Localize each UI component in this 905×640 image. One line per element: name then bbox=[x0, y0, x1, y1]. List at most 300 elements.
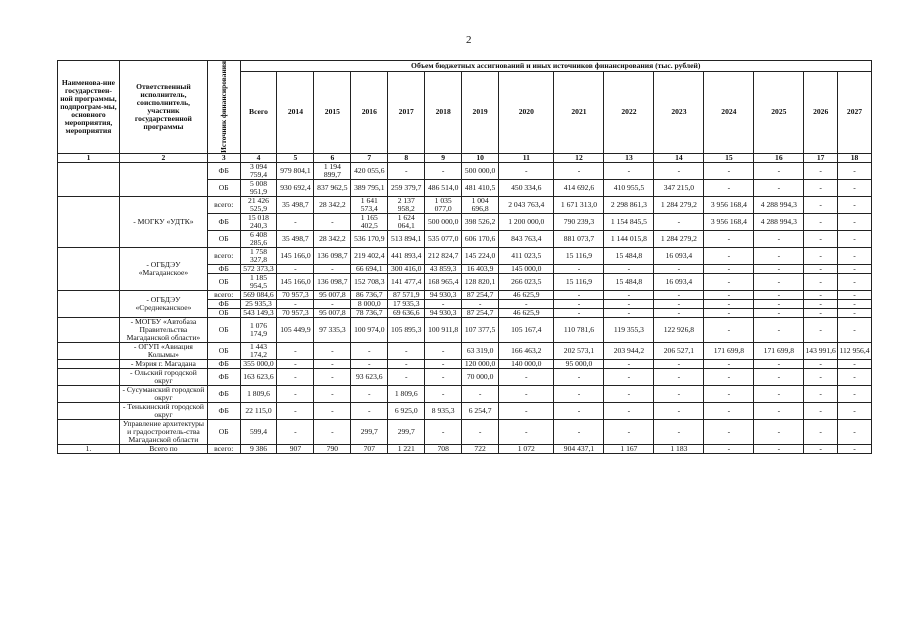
column-number-11: 11 bbox=[499, 153, 554, 162]
value-cell: - bbox=[838, 317, 872, 342]
value-cell: - bbox=[277, 419, 314, 444]
value-cell: - bbox=[499, 385, 554, 402]
value-cell: 1 076 174,9 bbox=[240, 317, 277, 342]
column-number-9: 9 bbox=[425, 153, 462, 162]
value-cell: 145 166,0 bbox=[277, 273, 314, 290]
value-cell: - bbox=[604, 402, 654, 419]
value-cell: - bbox=[754, 308, 804, 317]
value-cell: - bbox=[277, 368, 314, 385]
value-cell: 70 000,0 bbox=[462, 368, 499, 385]
value-cell: 481 410,5 bbox=[462, 179, 499, 196]
value-cell: - bbox=[604, 419, 654, 444]
responsible-cell: - Сусуманский городской округ bbox=[119, 385, 207, 402]
year-header-6: 2019 bbox=[462, 71, 499, 153]
value-cell: - bbox=[654, 299, 704, 308]
row-index-cell bbox=[58, 196, 120, 247]
value-cell: 120 000,0 bbox=[462, 359, 499, 368]
value-cell: 599,4 bbox=[240, 419, 277, 444]
table-row bbox=[58, 342, 872, 359]
value-cell: 203 944,2 bbox=[604, 342, 654, 359]
value-cell: 4 288 994,3 bbox=[754, 213, 804, 230]
value-cell: - bbox=[425, 299, 462, 308]
value-cell: 136 098,7 bbox=[314, 273, 351, 290]
responsible-cell: Всего по bbox=[119, 444, 207, 453]
value-cell: 6 408 285,6 bbox=[240, 230, 277, 247]
value-cell: - bbox=[314, 419, 351, 444]
value-cell: 707 bbox=[351, 444, 388, 453]
column-number-16: 16 bbox=[754, 153, 804, 162]
value-cell: 112 956,4 bbox=[838, 342, 872, 359]
responsible-cell: - МОГБУ «Автобаза Правительства Магаданской области» bbox=[119, 317, 207, 342]
value-cell: 87 254,7 bbox=[462, 308, 499, 317]
row-index-cell bbox=[58, 419, 120, 444]
funding-source-cell: ОБ bbox=[207, 317, 240, 342]
value-cell: - bbox=[704, 273, 754, 290]
value-cell: - bbox=[351, 385, 388, 402]
value-cell: 1 809,6 bbox=[388, 385, 425, 402]
value-cell: 8 000,0 bbox=[351, 299, 388, 308]
value-cell: 4 288 994,3 bbox=[754, 196, 804, 213]
value-cell: - bbox=[425, 162, 462, 179]
value-cell: 63 319,0 bbox=[462, 342, 499, 359]
value-cell: - bbox=[838, 273, 872, 290]
value-cell: - bbox=[754, 444, 804, 453]
value-cell: 105 895,3 bbox=[388, 317, 425, 342]
column-number-8: 8 bbox=[388, 153, 425, 162]
value-cell: 141 477,4 bbox=[388, 273, 425, 290]
value-cell: - bbox=[554, 299, 604, 308]
value-cell: 500 000,0 bbox=[462, 162, 499, 179]
value-cell: 536 170,9 bbox=[351, 230, 388, 247]
value-cell: 110 781,6 bbox=[554, 317, 604, 342]
year-header-2: 2015 bbox=[314, 71, 351, 153]
value-cell: 1 185 954,5 bbox=[240, 273, 277, 290]
value-cell: - bbox=[351, 402, 388, 419]
value-cell: 979 804,1 bbox=[277, 162, 314, 179]
column-number-10: 10 bbox=[462, 153, 499, 162]
value-cell: - bbox=[754, 317, 804, 342]
value-cell: - bbox=[804, 230, 838, 247]
value-cell: 17 935,3 bbox=[388, 299, 425, 308]
value-cell: 1 072 bbox=[499, 444, 554, 453]
value-cell: 15 484,8 bbox=[604, 247, 654, 264]
value-cell: 1 004 696,8 bbox=[462, 196, 499, 213]
value-cell: 35 498,7 bbox=[277, 196, 314, 213]
value-cell: - bbox=[654, 162, 704, 179]
value-cell: 86 736,7 bbox=[351, 290, 388, 299]
value-cell: - bbox=[804, 196, 838, 213]
value-cell: 1 183 bbox=[654, 444, 704, 453]
value-cell: 206 527,1 bbox=[654, 342, 704, 359]
year-header-11: 2024 bbox=[704, 71, 754, 153]
budget-table bbox=[57, 60, 872, 454]
value-cell: - bbox=[277, 264, 314, 273]
column-number-3: 3 bbox=[207, 153, 240, 162]
value-cell: - bbox=[554, 308, 604, 317]
row-index-cell bbox=[58, 359, 120, 368]
value-cell: 21 426 525,9 bbox=[240, 196, 277, 213]
year-header-5: 2018 bbox=[425, 71, 462, 153]
value-cell: 16 093,4 bbox=[654, 273, 704, 290]
value-cell: 35 498,7 bbox=[277, 230, 314, 247]
row-index-cell bbox=[58, 290, 120, 317]
table-row bbox=[58, 317, 872, 342]
value-cell: 15 116,9 bbox=[554, 273, 604, 290]
column-number-13: 13 bbox=[604, 153, 654, 162]
value-cell: - bbox=[838, 419, 872, 444]
funding-source-cell: ОБ bbox=[207, 308, 240, 317]
funding-source-cell: ОБ bbox=[207, 342, 240, 359]
value-cell: - bbox=[499, 419, 554, 444]
value-cell: 95 007,8 bbox=[314, 308, 351, 317]
value-cell: 398 526,2 bbox=[462, 213, 499, 230]
value-cell: 300 416,0 bbox=[388, 264, 425, 273]
header-responsible: Ответственный исполнитель, соисполнитель, участник государственной программы bbox=[119, 61, 207, 154]
value-cell: 1 443 174,2 bbox=[240, 342, 277, 359]
value-cell: - bbox=[804, 317, 838, 342]
value-cell: - bbox=[277, 342, 314, 359]
value-cell: 450 334,6 bbox=[499, 179, 554, 196]
value-cell: 105 167,4 bbox=[499, 317, 554, 342]
value-cell: - bbox=[704, 264, 754, 273]
value-cell: - bbox=[314, 299, 351, 308]
responsible-cell: - Тенькинский городской округ bbox=[119, 402, 207, 419]
value-cell: - bbox=[754, 290, 804, 299]
value-cell: 22 115,0 bbox=[240, 402, 277, 419]
value-cell: 97 335,3 bbox=[314, 317, 351, 342]
value-cell: 1 165 402,5 bbox=[351, 213, 388, 230]
value-cell: 1 624 064,1 bbox=[388, 213, 425, 230]
responsible-cell: - ОГБДЭУ «Магаданское» bbox=[119, 247, 207, 290]
page-number: 2 bbox=[466, 34, 472, 46]
value-cell: 15 484,8 bbox=[604, 273, 654, 290]
value-cell: 152 708,3 bbox=[351, 273, 388, 290]
value-cell: 1 221 bbox=[388, 444, 425, 453]
value-cell: 1 284 279,2 bbox=[654, 230, 704, 247]
value-cell: 46 625,9 bbox=[499, 290, 554, 299]
value-cell: - bbox=[654, 213, 704, 230]
value-cell: - bbox=[838, 402, 872, 419]
value-cell: 46 625,9 bbox=[499, 308, 554, 317]
value-cell: - bbox=[388, 162, 425, 179]
value-cell: 410 955,5 bbox=[604, 179, 654, 196]
year-header-4: 2017 bbox=[388, 71, 425, 153]
value-cell: - bbox=[425, 368, 462, 385]
value-cell: - bbox=[804, 247, 838, 264]
value-cell: 299,7 bbox=[351, 419, 388, 444]
value-cell: 881 073,7 bbox=[554, 230, 604, 247]
value-cell: 500 000,0 bbox=[425, 213, 462, 230]
funding-source-cell: ОБ bbox=[207, 179, 240, 196]
value-cell: - bbox=[277, 359, 314, 368]
value-cell: - bbox=[804, 308, 838, 317]
year-header-12: 2025 bbox=[754, 71, 804, 153]
column-number-6: 6 bbox=[314, 153, 351, 162]
value-cell: 25 935,3 bbox=[240, 299, 277, 308]
value-cell: 9 386 bbox=[240, 444, 277, 453]
value-cell: - bbox=[277, 299, 314, 308]
funding-source-cell: всего: bbox=[207, 196, 240, 213]
value-cell: - bbox=[838, 385, 872, 402]
value-cell: 28 342,2 bbox=[314, 196, 351, 213]
value-cell: - bbox=[704, 419, 754, 444]
value-cell: 347 215,0 bbox=[654, 179, 704, 196]
value-cell: 843 763,4 bbox=[499, 230, 554, 247]
value-cell: 441 893,4 bbox=[388, 247, 425, 264]
table-row bbox=[58, 247, 872, 264]
value-cell: - bbox=[425, 342, 462, 359]
header-program-name: Наименова-ние государствен-ной программы, подпрограм-мы, основного мероприятия, мероприятия bbox=[58, 61, 120, 154]
header-budget-volume: Объем бюджетных ассигнований и иных источников финансирования (тыс. рублей) bbox=[240, 61, 871, 72]
value-cell: - bbox=[425, 419, 462, 444]
value-cell: - bbox=[499, 162, 554, 179]
value-cell: - bbox=[704, 230, 754, 247]
value-cell: - bbox=[804, 368, 838, 385]
responsible-cell: - ОГБДЭУ «Среднеканское» bbox=[119, 290, 207, 317]
value-cell: 5 008 951,9 bbox=[240, 179, 277, 196]
value-cell: 1 035 077,0 bbox=[425, 196, 462, 213]
value-cell: - bbox=[604, 368, 654, 385]
value-cell: - bbox=[804, 162, 838, 179]
value-cell: 389 795,1 bbox=[351, 179, 388, 196]
value-cell: - bbox=[838, 213, 872, 230]
value-cell: - bbox=[314, 359, 351, 368]
value-cell: - bbox=[804, 359, 838, 368]
value-cell: 1 671 313,0 bbox=[554, 196, 604, 213]
value-cell: - bbox=[314, 264, 351, 273]
value-cell: - bbox=[804, 264, 838, 273]
value-cell: - bbox=[838, 247, 872, 264]
value-cell: 78 736,7 bbox=[351, 308, 388, 317]
value-cell: 6 254,7 bbox=[462, 402, 499, 419]
value-cell: 1 154 845,5 bbox=[604, 213, 654, 230]
value-cell: - bbox=[704, 247, 754, 264]
value-cell: - bbox=[704, 385, 754, 402]
value-cell: 16 403,9 bbox=[462, 264, 499, 273]
value-cell: - bbox=[804, 299, 838, 308]
value-cell: 790 239,3 bbox=[554, 213, 604, 230]
funding-source-cell: ОБ bbox=[207, 419, 240, 444]
value-cell: - bbox=[754, 402, 804, 419]
table-row bbox=[58, 196, 872, 213]
value-cell: 87 571,9 bbox=[388, 290, 425, 299]
value-cell: 2 043 763,4 bbox=[499, 196, 554, 213]
value-cell: - bbox=[804, 402, 838, 419]
responsible-cell bbox=[119, 162, 207, 196]
value-cell: - bbox=[277, 213, 314, 230]
value-cell: - bbox=[554, 290, 604, 299]
value-cell: 171 699,8 bbox=[754, 342, 804, 359]
table-row bbox=[58, 368, 872, 385]
value-cell: 105 449,9 bbox=[277, 317, 314, 342]
value-cell: 136 098,7 bbox=[314, 247, 351, 264]
value-cell: 1 167 bbox=[604, 444, 654, 453]
value-cell: - bbox=[277, 402, 314, 419]
value-cell: 93 623,6 bbox=[351, 368, 388, 385]
funding-source-cell: ФБ bbox=[207, 402, 240, 419]
value-cell: 2 137 958,2 bbox=[388, 196, 425, 213]
value-cell: - bbox=[754, 359, 804, 368]
year-header-9: 2022 bbox=[604, 71, 654, 153]
value-cell: - bbox=[754, 247, 804, 264]
row-index-cell bbox=[58, 162, 120, 196]
responsible-cell: - Ольский городской округ bbox=[119, 368, 207, 385]
value-cell: 1 809,6 bbox=[240, 385, 277, 402]
value-cell: 904 437,1 bbox=[554, 444, 604, 453]
value-cell: - bbox=[604, 308, 654, 317]
value-cell: 163 623,6 bbox=[240, 368, 277, 385]
table-row bbox=[58, 290, 872, 299]
value-cell: 535 077,0 bbox=[425, 230, 462, 247]
value-cell: - bbox=[554, 419, 604, 444]
row-index-cell bbox=[58, 385, 120, 402]
value-cell: 355 000,0 bbox=[240, 359, 277, 368]
value-cell: 202 573,1 bbox=[554, 342, 604, 359]
funding-source-cell: всего: bbox=[207, 247, 240, 264]
funding-source-cell: ОБ bbox=[207, 230, 240, 247]
value-cell: - bbox=[704, 359, 754, 368]
row-index-cell bbox=[58, 368, 120, 385]
value-cell: 420 055,6 bbox=[351, 162, 388, 179]
value-cell: 6 925,0 bbox=[388, 402, 425, 419]
value-cell: - bbox=[604, 290, 654, 299]
value-cell: - bbox=[754, 299, 804, 308]
value-cell: 15 018 240,3 bbox=[240, 213, 277, 230]
value-cell: 8 935,3 bbox=[425, 402, 462, 419]
column-number-14: 14 bbox=[654, 153, 704, 162]
value-cell: 1 144 015,8 bbox=[604, 230, 654, 247]
year-header-3: 2016 bbox=[351, 71, 388, 153]
value-cell: - bbox=[754, 368, 804, 385]
value-cell: - bbox=[499, 368, 554, 385]
value-cell: - bbox=[604, 162, 654, 179]
value-cell: 790 bbox=[314, 444, 351, 453]
value-cell: - bbox=[838, 368, 872, 385]
year-header-1: 2014 bbox=[277, 71, 314, 153]
table-row bbox=[58, 359, 872, 368]
value-cell: - bbox=[654, 359, 704, 368]
value-cell: - bbox=[804, 419, 838, 444]
value-cell: 70 957,3 bbox=[277, 290, 314, 299]
value-cell: - bbox=[838, 299, 872, 308]
value-cell: - bbox=[554, 264, 604, 273]
column-number-4: 4 bbox=[240, 153, 277, 162]
value-cell: 168 965,4 bbox=[425, 273, 462, 290]
value-cell: 907 bbox=[277, 444, 314, 453]
value-cell: 722 bbox=[462, 444, 499, 453]
value-cell: 119 355,3 bbox=[604, 317, 654, 342]
table-row bbox=[58, 402, 872, 419]
total-row bbox=[58, 444, 872, 453]
value-cell: - bbox=[604, 264, 654, 273]
value-cell: 95 007,8 bbox=[314, 290, 351, 299]
value-cell: - bbox=[804, 444, 838, 453]
responsible-cell: Управление архитектуры и градостроитель-ства Магаданской области bbox=[119, 419, 207, 444]
value-cell: 606 170,6 bbox=[462, 230, 499, 247]
value-cell: - bbox=[804, 385, 838, 402]
value-cell: - bbox=[804, 290, 838, 299]
value-cell: - bbox=[425, 385, 462, 402]
value-cell: 569 084,6 bbox=[240, 290, 277, 299]
value-cell: - bbox=[704, 162, 754, 179]
column-number-17: 17 bbox=[804, 153, 838, 162]
table-row bbox=[58, 385, 872, 402]
value-cell: - bbox=[654, 402, 704, 419]
year-header-13: 2026 bbox=[804, 71, 838, 153]
column-number-7: 7 bbox=[351, 153, 388, 162]
value-cell: 259 379,7 bbox=[388, 179, 425, 196]
value-cell: - bbox=[838, 359, 872, 368]
funding-source-cell: ФБ bbox=[207, 162, 240, 179]
year-header-7: 2020 bbox=[499, 71, 554, 153]
value-cell: - bbox=[314, 385, 351, 402]
column-number-12: 12 bbox=[554, 153, 604, 162]
value-cell: - bbox=[838, 264, 872, 273]
value-cell: 94 930,3 bbox=[425, 308, 462, 317]
value-cell: 411 023,5 bbox=[499, 247, 554, 264]
funding-source-cell: ФБ bbox=[207, 385, 240, 402]
value-cell: 166 463,2 bbox=[499, 342, 554, 359]
table-row bbox=[58, 419, 872, 444]
value-cell: 143 991,6 bbox=[804, 342, 838, 359]
value-cell: - bbox=[654, 368, 704, 385]
funding-source-cell: ФБ bbox=[207, 359, 240, 368]
value-cell: - bbox=[838, 162, 872, 179]
value-cell: 107 377,5 bbox=[462, 317, 499, 342]
value-cell: - bbox=[314, 342, 351, 359]
funding-source-cell: ФБ bbox=[207, 213, 240, 230]
column-number-2: 2 bbox=[119, 153, 207, 162]
value-cell: 145 000,0 bbox=[499, 264, 554, 273]
value-cell: - bbox=[425, 359, 462, 368]
value-cell: - bbox=[804, 213, 838, 230]
value-cell: 15 116,9 bbox=[554, 247, 604, 264]
year-header-10: 2023 bbox=[654, 71, 704, 153]
row-index-cell bbox=[58, 317, 120, 342]
funding-source-cell: ФБ bbox=[207, 368, 240, 385]
funding-source-cell: ОБ bbox=[207, 273, 240, 290]
value-cell: - bbox=[604, 359, 654, 368]
column-number-15: 15 bbox=[704, 153, 754, 162]
value-cell: 837 962,5 bbox=[314, 179, 351, 196]
row-index-cell bbox=[58, 247, 120, 290]
value-cell: - bbox=[314, 368, 351, 385]
value-cell: 572 373,3 bbox=[240, 264, 277, 273]
value-cell: - bbox=[704, 299, 754, 308]
value-cell: - bbox=[499, 299, 554, 308]
column-number-5: 5 bbox=[277, 153, 314, 162]
funding-source-cell: всего: bbox=[207, 444, 240, 453]
value-cell: 486 514,0 bbox=[425, 179, 462, 196]
value-cell: 513 894,1 bbox=[388, 230, 425, 247]
value-cell: 28 342,2 bbox=[314, 230, 351, 247]
value-cell: - bbox=[462, 299, 499, 308]
value-cell: - bbox=[838, 444, 872, 453]
value-cell: 414 692,6 bbox=[554, 179, 604, 196]
value-cell: - bbox=[838, 290, 872, 299]
value-cell: 145 224,0 bbox=[462, 247, 499, 264]
value-cell: - bbox=[838, 179, 872, 196]
value-cell: 43 859,3 bbox=[425, 264, 462, 273]
value-cell: 2 298 861,3 bbox=[604, 196, 654, 213]
value-cell: - bbox=[754, 162, 804, 179]
value-cell: - bbox=[704, 308, 754, 317]
value-cell: - bbox=[754, 264, 804, 273]
value-cell: 69 636,6 bbox=[388, 308, 425, 317]
column-number-1: 1 bbox=[58, 153, 120, 162]
value-cell: 3 094 759,4 bbox=[240, 162, 277, 179]
value-cell: - bbox=[654, 308, 704, 317]
